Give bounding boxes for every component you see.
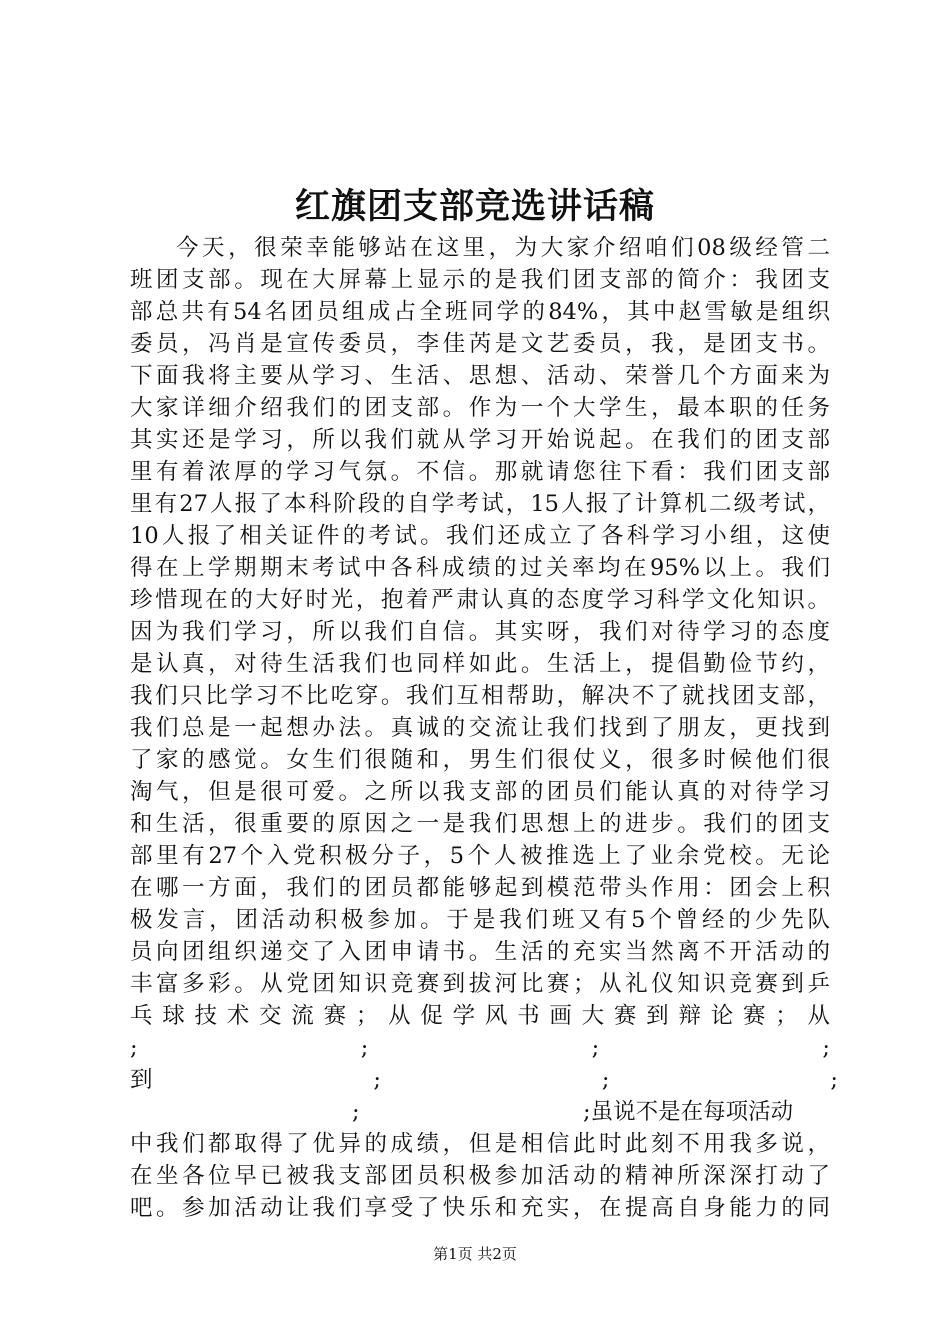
sparse-line xyxy=(130,1032,830,1064)
document-body xyxy=(130,232,838,1224)
paragraph-line: 得在上学期期末考试中各科成绩的过关率均在95%以上。我们 xyxy=(130,555,830,581)
sparse-line xyxy=(130,1064,838,1096)
paragraph-line: 我们只比学习不比吃穿。我们互相帮助，解决不了就找团支部， xyxy=(130,683,830,709)
paragraph-line: 部总共有54名团员组成占全班同学的84%，其中赵雪敏是组织 xyxy=(130,299,830,325)
paragraph-line: 我们总是一起想办法。真诚的交流让我们找到了朋友，更找到 xyxy=(130,715,830,741)
paragraph-line: 在哪一方面，我们的团员都能够起到模范带头作用：团会上积 xyxy=(130,875,830,901)
paragraph-line: 部里有27个入党积极分子，5个人被推选上了业余党校。无论 xyxy=(130,843,830,869)
sparse-token: ; xyxy=(830,1067,838,1093)
sparse-token: ; xyxy=(601,1067,610,1093)
sparse-token: ; xyxy=(591,1035,600,1061)
paragraph-line: 吧。参加活动让我们享受了快乐和充实，在提高自身能力的同 xyxy=(130,1195,830,1221)
paragraph-line: 珍惜现在的大好时光，抱着严肃认真的态度学习科学文化知识。 xyxy=(130,587,830,613)
paragraph-line: 里有27人报了本科阶段的自学考试，15人报了计算机二级考试， xyxy=(130,491,830,517)
document-title: 红旗团支部竞选讲话稿 xyxy=(294,186,655,227)
paragraph-line: 了家的感觉。女生们很随和，男生们很仗义，很多时候他们很 xyxy=(130,747,830,773)
sparse-line-text: ;虽说不是在每项活动 xyxy=(583,1099,794,1125)
paragraph-line: 员向团组织递交了入团申请书。生活的充实当然离不开活动的 xyxy=(130,939,830,965)
paragraph-line: 丰富多彩。从党团知识竞赛到拔河比赛；从礼仪知识竞赛到乒 xyxy=(130,971,830,997)
sparse-token: ; xyxy=(373,1067,381,1093)
paragraph-line: 班团支部。现在大屏幕上显示的是我们团支部的简介：我团支 xyxy=(130,267,830,293)
sparse-token: ; xyxy=(352,1099,360,1125)
paragraph-line: 和生活，很重要的原因之一是我们思想上的进步。我们的团支 xyxy=(130,811,830,837)
page-footer: 第1页 共2页 xyxy=(433,1245,517,1263)
paragraph-line: 是认真，对待生活我们也同样如此。生活上，提倡勤俭节约， xyxy=(130,651,830,677)
paragraph-line: 其实还是学习，所以我们就从学习开始说起。在我们的团支部 xyxy=(130,427,830,453)
paragraph-line: 委员，冯肖是宣传委员，李佳芮是文艺委员，我，是团支书。 xyxy=(130,331,830,357)
paragraph-line: 在坐各位早已被我支部团员积极参加活动的精神所深深打动了 xyxy=(130,1163,830,1189)
paragraph-line: 极发言，团活动积极参加。于是我们班又有5个曾经的少先队 xyxy=(130,907,830,933)
paragraph-line: 中我们都取得了优异的成绩，但是相信此时此刻不用我多说， xyxy=(130,1131,830,1157)
paragraph-line: 10人报了相关证件的考试。我们还成立了各科学习小组，这使 xyxy=(130,523,830,549)
paragraph-line: 大家详细介绍我们的团支部。作为一个大学生，最本职的任务 xyxy=(130,395,830,421)
paragraph-line: 下面我将主要从学习、生活、思想、活动、荣誉几个方面来为 xyxy=(130,363,830,389)
sparse-token: ; xyxy=(822,1035,830,1061)
paragraph-line: 淘气，但是很可爱。之所以我支部的团员们能认真的对待学习 xyxy=(130,779,830,805)
sparse-token: ; xyxy=(130,1035,138,1061)
sparse-token: 到 xyxy=(130,1067,153,1093)
sparse-token: ; xyxy=(360,1035,369,1061)
paragraph-line: 因为我们学习，所以我们自信。其实呀，我们对待学习的态度 xyxy=(130,619,830,645)
paragraph-line: 里有着浓厚的学习气氛。不信。那就请您往下看：我们团支部 xyxy=(130,459,830,485)
paragraph-line: 乓球技术交流赛；从促学风书画大赛到辩论赛；从 xyxy=(130,1003,830,1029)
sparse-line xyxy=(130,1096,830,1128)
paragraph-line: 今天，很荣幸能够站在这里，为大家介绍咱们08级经管二 xyxy=(176,235,830,261)
